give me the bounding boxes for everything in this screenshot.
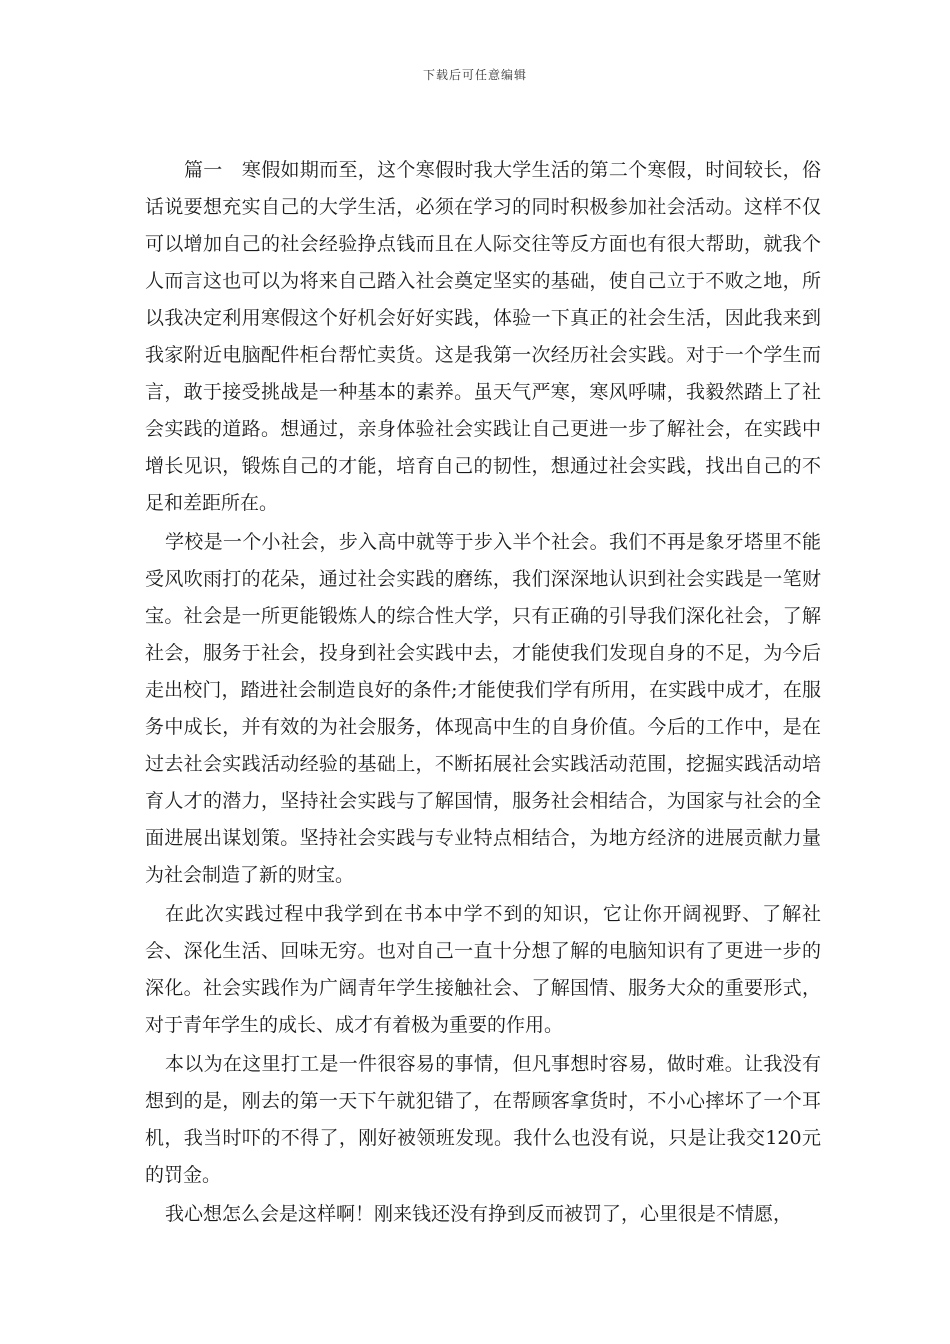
document-body — [145, 152, 821, 1233]
paragraph-2: 学校是一个小社会，步入高中就等于步入半个社会。我们不再是象牙塔里不能受风吹雨打的花朵，通过社会实践的磨练，我们深深地认识到社会实践是一笔财宝。社会是一所更能锻炼人的综合性大学，只有正确的引导我们深化社会，了解社会，服务于社会，投身到社会实践中去，才能使我们发现自身的不足，为今后走出校门，踏进社会制造良好的条件;才能使我们学有所用，在实践中成才，在服务中成长，并有效的为社会服务，体现高中生的自身价值。今后的工作中，是在过去社会实践活动经验的基础上，不断拓展社会实践活动范围，挖掘实践活动培育人才的潜力，坚持社会实践与了解国情，服务社会相结合，为国家与社会的全面进展出谋划策。坚持社会实践与专业特点相结合，为地方经济的进展贡献力量为社会制造了新的财宝。 — [145, 531, 821, 886]
paragraph-5: 我心想怎么会是这样啊！刚来钱还没有挣到反而被罚了，心里很是不情愿， — [165, 1203, 793, 1225]
paragraph-1: 篇一 寒假如期而至，这个寒假时我大学生活的第二个寒假，时间较长，俗话说要想充实自己的大学生活，必须在学习的同时积极参加社会活动。这样不仅可以增加自己的社会经验挣点钱而且在人际交往等反方面也有很大帮助，就我个人而言这也可以为将来自己踏入社会奠定坚实的基础，使自己立于不败之地，所以我决定利用寒假这个好机会好好实践，体验一下真正的社会生活，因此我来到我家附近电脑配件柜台帮忙卖货。这是我第一次经历社会实践。对于一个学生而言，敢于接受挑战是一种基本的素养。虽天气严寒，寒风呼啸，我毅然踏上了社会实践的道路。想通过，亲身体验社会实践让自己更进一步了解社会，在实践中增长见识，锻炼自己的才能，培育自己的韧性，想通过社会实践，找出自己的不足和差距所在。 — [145, 159, 821, 514]
paragraph-4: 本以为在这里打工是一件很容易的事情，但凡事想时容易，做时难。让我没有想到的是，刚去的第一天下午就犯错了，在帮顾客拿货时，不小心摔坏了一个耳机，我当时吓的不得了，刚好被领班发现。我什么也没有说，只是让我交120元的罚金。 — [145, 1053, 821, 1186]
page-header: 下载后可任意编辑 — [422, 68, 527, 82]
paragraph-3: 在此次实践过程中我学到在书本中学不到的知识，它让你开阔视野、了解社会、深化生活、回味无穷。也对自己一直十分想了解的电脑知识有了更进一步的深化。社会实践作为广阔青年学生接触社会、了解国情、服务大众的重要形式，对于青年学生的成长、成才有着极为重要的作用。 — [145, 903, 821, 1036]
